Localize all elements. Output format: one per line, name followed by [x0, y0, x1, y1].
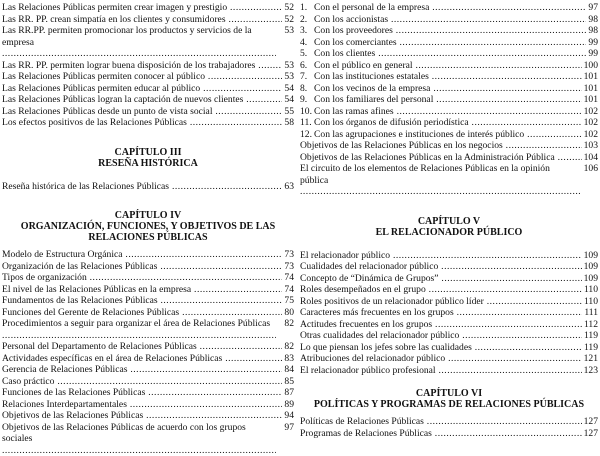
toc-entry-page: 101	[582, 94, 598, 106]
toc-entry-text: Procedimientos a seguir para organizar el área de Relaciones Públicas .....	[2, 318, 276, 341]
toc-entry-text: Las Relaciones Públicas logran la captación de nuevos clientes .....	[2, 94, 294, 106]
toc-entry-text: Las Relaciones Públicas permiten conocer al público .....	[2, 71, 294, 83]
toc-entry-text: Objetivos de las Relaciones Públicas en la Administración Pública .....	[300, 152, 598, 164]
toc-entry	[300, 14, 598, 26]
toc-entry	[2, 387, 294, 399]
chapter6-title: POLÍTICAS Y PROGRAMAS DE RELACIONES PÚBLICAS	[300, 399, 598, 410]
toc-entry	[300, 273, 598, 285]
toc-entry-text: Con los comerciantes	[314, 37, 397, 48]
toc-entry-text: Las RR. PP. crean simpatía en los clientes y consumidores .....	[2, 14, 294, 26]
toc-entry	[300, 60, 598, 72]
chapter3-number: CAPÍTULO III	[2, 147, 294, 158]
toc-entry	[2, 341, 294, 353]
chapter4-title-line2: RELACIONES PÚBLICAS	[2, 232, 294, 243]
toc-entry-text: Con los órganos de difusión periodística	[314, 117, 469, 128]
toc-entry-page: 127	[582, 416, 598, 428]
toc-entry	[2, 272, 294, 284]
toc-entry-page: 82	[282, 341, 294, 353]
toc-entry-page: 53	[282, 60, 294, 72]
toc-entry	[300, 261, 598, 273]
toc-entry	[2, 307, 294, 319]
toc-entry-page: 106	[582, 163, 598, 175]
toc-entry-text: Con los vecinos de la empresa	[314, 83, 430, 94]
toc-entry	[2, 14, 294, 26]
toc-entry-page: 98	[586, 14, 598, 26]
toc-entry-text: Objetivos de las Relaciones Públicas .....	[2, 410, 294, 422]
toc-entry	[2, 284, 294, 296]
toc-entry-page: 85	[282, 376, 294, 388]
toc-entry-page: 103	[582, 140, 598, 152]
toc-entry-number: 10.	[300, 106, 314, 118]
toc-entry-text: Los efectos positivos de las Relaciones Públicas .....	[2, 117, 294, 129]
toc-entry-page: 87	[282, 387, 294, 399]
toc-entry-page: 102	[582, 129, 598, 141]
toc-entry-number: 11.	[300, 117, 314, 129]
toc-entry-text: Objetivos de las Relaciones Públicas en los negocios .....	[300, 140, 598, 152]
toc-entry-text: Con los accionistas	[314, 14, 388, 25]
toc-entry-text: Funciones de las Relaciones Públicas .....	[2, 387, 294, 399]
toc-entry-page: 111	[582, 307, 598, 319]
toc-entry-page: 52	[282, 2, 294, 14]
right-numbered-entries	[300, 2, 598, 140]
toc-entry-text: Lo que piensan los jefes sobre las cualidades .....	[300, 342, 598, 354]
toc-entry-text: Relaciones Interdepartamentales .....	[2, 399, 294, 411]
toc-entry-text: Fundamentos de las Relaciones Públicas .....	[2, 295, 294, 307]
toc-entry-page: 97	[586, 2, 598, 14]
toc-entry-number: 7.	[300, 71, 314, 83]
toc-entry	[300, 25, 598, 37]
toc-entry	[300, 250, 598, 262]
toc-entry-text: Personal del Departamento de Relaciones Públicas .....	[2, 341, 294, 353]
toc-entry	[2, 410, 294, 422]
toc-entry	[2, 376, 294, 388]
toc-entry	[300, 83, 598, 95]
toc-entry-page: 109	[582, 250, 598, 262]
toc-entry	[2, 117, 294, 129]
toc-entry-text: Las Relaciones Públicas desde un punto de vista social .....	[2, 106, 294, 118]
toc-entry	[300, 106, 598, 118]
toc-entry-page: 84	[282, 364, 294, 376]
toc-entry-page: 112	[582, 319, 598, 331]
toc-entry-text: Atribuciones del relacionador público .....	[300, 353, 598, 365]
toc-entry	[2, 181, 294, 193]
toc-entry	[300, 353, 598, 365]
toc-entry-page: 74	[282, 284, 294, 296]
toc-entry-page: 109	[582, 273, 598, 285]
toc-entry-text: Con los proveedores	[314, 25, 393, 36]
toc-entry-text: Tipos de organización .....	[2, 272, 294, 284]
toc-entry-page: 110	[582, 284, 598, 296]
toc-entry	[300, 117, 598, 129]
toc-entry	[2, 94, 294, 106]
toc-entry-page: 73	[282, 249, 294, 261]
toc-entry-text: Actitudes frecuentes en los grupos .....	[300, 319, 598, 331]
toc-entry-page: 110	[582, 296, 598, 308]
toc-entry-text: El relacionador público profesional .....	[300, 365, 598, 377]
toc-entry	[300, 284, 598, 296]
toc-entry-page: 94	[282, 410, 294, 422]
left-top-entries	[2, 2, 294, 129]
toc-entry-text: Caracteres más frecuentes en los grupos .....	[300, 307, 598, 319]
toc-entry-number: 8.	[300, 83, 314, 95]
toc-entry-number: 6.	[300, 60, 314, 72]
toc-entry	[300, 342, 598, 354]
toc-entry-number: 9.	[300, 94, 314, 106]
toc-entry	[2, 399, 294, 411]
toc-entry-text: Las Relaciones Públicas permiten educar al público .....	[2, 83, 294, 95]
toc-entry-page: 54	[282, 94, 294, 106]
toc-entry	[300, 2, 598, 14]
toc-entry-text: Las RR.PP. permiten promocionar los productos y servicios de la empresa .....	[2, 25, 276, 60]
toc-entry	[2, 2, 294, 14]
chapter6-entries	[300, 416, 598, 439]
chapter4-entries	[2, 249, 294, 456]
toc-entry	[300, 330, 598, 342]
toc-entry-number: 3.	[300, 25, 314, 37]
toc-entry-text: Con las instituciones estatales	[314, 71, 429, 82]
toc-entry-text: Con las agrupaciones e instituciones de interés público	[314, 129, 524, 140]
right-objective-entries	[300, 140, 598, 198]
toc-entry-text: Funciones del Gerente de Relaciones Públicas .....	[2, 307, 294, 319]
toc-entry-page: 119	[582, 330, 598, 342]
toc-entry	[2, 249, 294, 261]
toc-entry-text: Las Relaciones Públicas permiten crear imagen y prestigio .....	[2, 2, 294, 14]
chapter5-title: EL RELACIONADOR PÚBLICO	[300, 227, 598, 238]
toc-entry-page: 73	[282, 261, 294, 273]
toc-entry-text: Concepto de “Dinámica de Grupos” .....	[300, 273, 598, 285]
toc-entry	[300, 319, 598, 331]
chapter5-number: CAPÍTULO V	[300, 216, 598, 227]
toc-entry-page: 54	[282, 83, 294, 95]
toc-entry-text: Con el personal de la empresa	[314, 2, 429, 13]
toc-entry	[300, 129, 598, 141]
toc-entry-text: Gerencia de Relaciones Públicas .....	[2, 364, 294, 376]
toc-entry-page: 74	[282, 272, 294, 284]
toc-entry-text: Modelo de Estructura Orgánica .....	[2, 249, 294, 261]
toc-entry-text: El circuito de los elementos de Relaciones Públicas en la opinión pública .....	[300, 163, 580, 198]
toc-entry	[300, 416, 598, 428]
toc-entry-text: Reseña histórica de las Relaciones Públicas .....	[2, 181, 294, 193]
toc-entry-text: Con los clientes	[314, 48, 375, 59]
toc-entry-text: Organización de las Relaciones Públicas .....	[2, 261, 294, 273]
toc-entry	[2, 25, 294, 60]
toc-entry-page: 83	[282, 353, 294, 365]
chapter6-number: CAPÍTULO VI	[300, 388, 598, 399]
toc-entry	[2, 83, 294, 95]
toc-entry-text: Cualidades del relacionador público .....	[300, 261, 598, 273]
toc-entry-text: Caso práctico .....	[2, 376, 294, 388]
right-column	[300, 2, 598, 439]
toc-entry-text: Objetivos de las Relaciones Públicas de acuerdo con los grupos sociales .....	[2, 422, 276, 456]
toc-entry-page: 123	[582, 365, 598, 377]
toc-entry	[2, 60, 294, 72]
toc-entry	[300, 152, 598, 164]
toc-entry	[2, 295, 294, 307]
toc-entry	[300, 307, 598, 319]
toc-entry-page: 101	[582, 83, 598, 95]
toc-entry	[300, 365, 598, 377]
toc-entry-page: 99	[586, 48, 598, 60]
toc-entry-page: 52	[282, 14, 294, 26]
toc-entry-page: 82	[282, 318, 294, 330]
toc-entry-page: 102	[582, 117, 598, 129]
toc-entry	[300, 140, 598, 152]
chapter5-entries	[300, 250, 598, 377]
left-column	[2, 2, 294, 456]
toc-entry-text: El nivel de las Relaciones Públicas en la empresa .....	[2, 284, 294, 296]
toc-entry	[300, 71, 598, 83]
toc-entry-page: 127	[582, 428, 598, 440]
toc-entry	[2, 353, 294, 365]
toc-entry-text: Programas de Relaciones Públicas .....	[300, 428, 598, 440]
toc-entry-page: 80	[282, 307, 294, 319]
toc-entry-page: 104	[582, 152, 598, 164]
toc-entry-text: Roles positivos de un relacionador público líder .....	[300, 296, 598, 308]
toc-entry	[2, 71, 294, 83]
toc-entry-page: 121	[582, 353, 598, 365]
toc-entry	[300, 48, 598, 60]
toc-entry-page: 89	[282, 399, 294, 411]
chapter4-number: CAPÍTULO IV	[2, 210, 294, 221]
toc-entry-page: 53	[282, 25, 294, 37]
toc-entry	[2, 106, 294, 118]
toc-entry	[300, 94, 598, 106]
chapter3-title: RESEÑA HISTÓRICA	[2, 158, 294, 169]
toc-entry-number: 2.	[300, 14, 314, 26]
toc-entry	[300, 37, 598, 49]
toc-entry-text: Otras cualidades del relacionador público .....	[300, 330, 598, 342]
toc-entry	[2, 318, 294, 341]
toc-entry-page: 98	[586, 25, 598, 37]
toc-entry-text: Políticas de Relaciones Públicas .....	[300, 416, 598, 428]
toc-entry-text: Con el público en general	[314, 60, 413, 71]
toc-entry-text: Actividades específicas en el área de Relaciones Públicas .....	[2, 353, 294, 365]
toc-entry	[300, 296, 598, 308]
toc-entry	[2, 261, 294, 273]
toc-entry-number: 12.	[300, 129, 314, 141]
toc-entry-page: 101	[582, 71, 598, 83]
toc-entry-page: 102	[582, 106, 598, 118]
toc-entry-page: 119	[582, 342, 598, 354]
toc-entry-page: 99	[586, 37, 598, 49]
toc-entry	[300, 428, 598, 440]
toc-entry-page: 63	[282, 181, 294, 193]
chapter4-title-line1: ORGANIZACIÓN, FUNCIONES, Y OBJETIVOS DE LAS	[2, 221, 294, 232]
toc-entry-page: 109	[582, 261, 598, 273]
toc-entry-text: Con los familiares del personal	[314, 94, 433, 105]
toc-entry-text: Con las ramas afines	[314, 106, 394, 117]
chapter3-entries	[2, 181, 294, 193]
toc-entry	[300, 163, 598, 198]
toc-entry	[2, 422, 294, 456]
toc-entry-page: 55	[282, 106, 294, 118]
toc-entry	[2, 364, 294, 376]
toc-entry-text: El relacionador público .....	[300, 250, 598, 262]
toc-entry-page: 100	[582, 60, 598, 72]
toc-entry-number: 5.	[300, 48, 314, 60]
toc-entry-page: 75	[282, 295, 294, 307]
toc-entry-page: 97	[282, 422, 294, 434]
toc-entry-number: 4.	[300, 37, 314, 49]
toc-entry-page: 58	[282, 117, 294, 129]
toc-entry-text: Roles desempeñados en el grupo .....	[300, 284, 598, 296]
toc-entry-text: Las RR. PP. permiten lograr buena disposición de los trabajadores .....	[2, 60, 294, 72]
toc-entry-number: 1.	[300, 2, 314, 14]
toc-entry-page: 53	[282, 71, 294, 83]
